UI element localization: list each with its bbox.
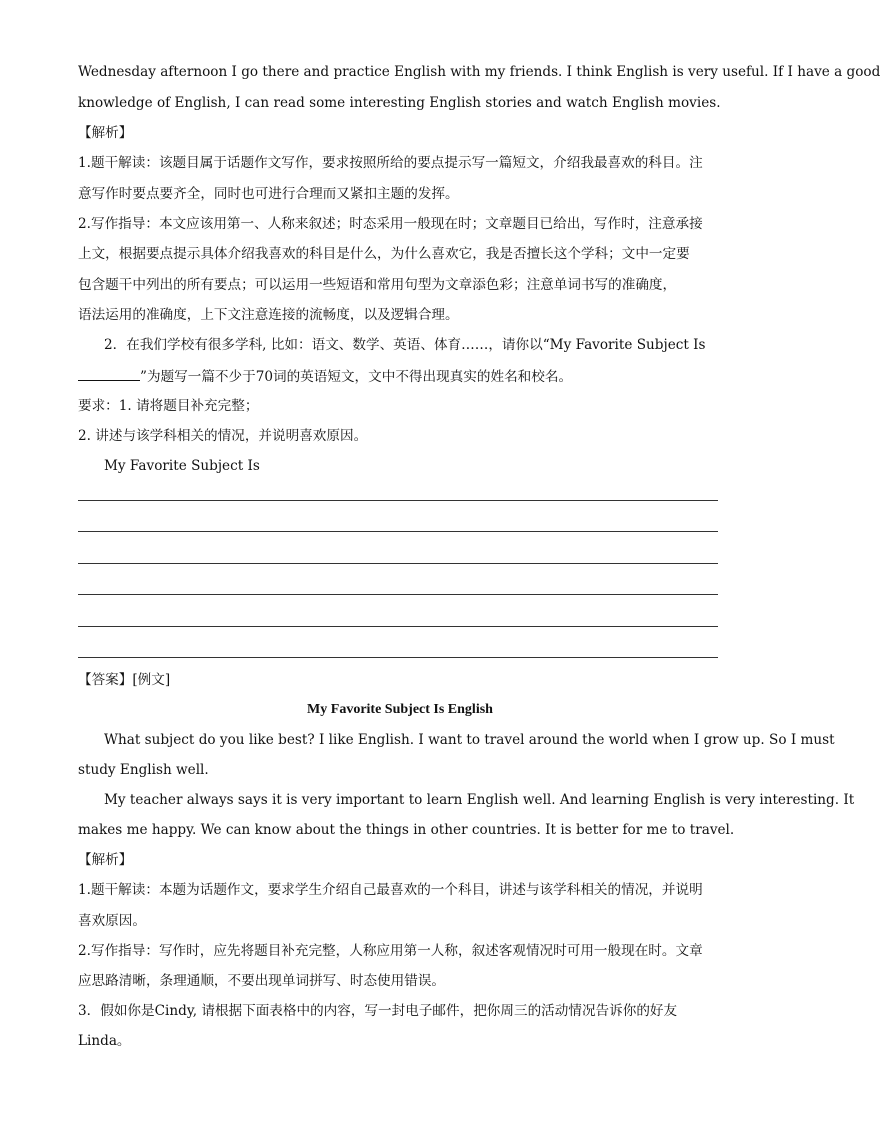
section-label-analysis: 【解析】 [78,125,133,141]
text-line: 1.题干解读：该题目属于话题作文写作，要求按照所给的要点提示写一篇短文，介绍我最喜欢的科目。注 [78,155,703,171]
fill-blank [78,366,140,381]
question-2: 2．在我们学校有很多学科, 比如：语文、数学、英语、体育……，请你以“My Favorite Subject Is [104,337,706,353]
text-line: My teacher always says it is very important to learn English well. And learning English is very interesting. It [104,792,855,808]
writing-line [78,563,718,564]
writing-line [78,594,718,595]
section-label-answer: 【答案】[例文] [78,672,171,688]
text-line: Wednesday afternoon I go there and practice English with my friends. I think English is very useful. If I have a good [78,64,880,80]
section-label-analysis: 【解析】 [78,852,133,868]
text-line: 1.题干解读：本题为话题作文，要求学生介绍自己最喜欢的一个科目，讲述与该学科相关的情况，并说明 [78,882,703,898]
text-line: ”为题写一篇不少于70词的英语短文，文中不得出现真实的姓名和校名。 [140,369,573,385]
text-line: 2.写作指导：本文应该用第一、人称来叙述；时态采用一般现在时；文章题目已给出，写作时，注意承接 [78,216,703,232]
question-3: 3．假如你是Cindy, 请根据下面表格中的内容，写一封电子邮件，把你周三的活动情况告诉你的好友 [78,1003,678,1019]
text-line: 语法运用的准确度，上下文注意连接的流畅度，以及逻辑合理。 [78,307,459,323]
requirement-1: 要求：1. 请将题目补充完整； [78,398,259,414]
text-line: study English well. [78,762,209,778]
text-line: What subject do you like best? I like English. I want to travel around the world when I grow up. So I must [104,732,835,748]
text-line: Linda。 [78,1033,131,1049]
essay-prompt-title: My Favorite Subject Is [104,458,260,474]
question-2-continued [78,366,722,387]
text-line: 意写作时要点要齐全，同时也可进行合理而又紧扣主题的发挥。 [78,186,459,202]
text-line: 上文，根据要点提示具体介绍我喜欢的科目是什么，为什么喜欢它，我是否擅长这个学科；文中一定要 [78,246,690,262]
text-line: knowledge of English, I can read some interesting English stories and watch English movies. [78,95,721,111]
writing-line [78,626,718,627]
writing-line [78,500,718,501]
text-line: 包含题干中列出的所有要点；可以运用一些短语和常用句型为文章添色彩；注意单词书写的准确度， [78,277,677,293]
writing-line [78,531,718,532]
text-line: makes me happy. We can know about the things in other countries. It is better for me to travel. [78,822,735,838]
text-line: 2.写作指导：写作时，应先将题目补充完整，人称应用第一人称，叙述客观情况时可用一般现在时。文章 [78,943,703,959]
essay-title: My Favorite Subject Is English [307,702,493,717]
text-line: 喜欢原因。 [78,913,146,929]
requirement-2: 2. 讲述与该学科相关的情况，并说明喜欢原因。 [78,428,368,444]
writing-line [78,657,718,658]
text-line: 应思路清晰，条理通顺，不要出现单词拼写、时态使用错误。 [78,973,446,989]
